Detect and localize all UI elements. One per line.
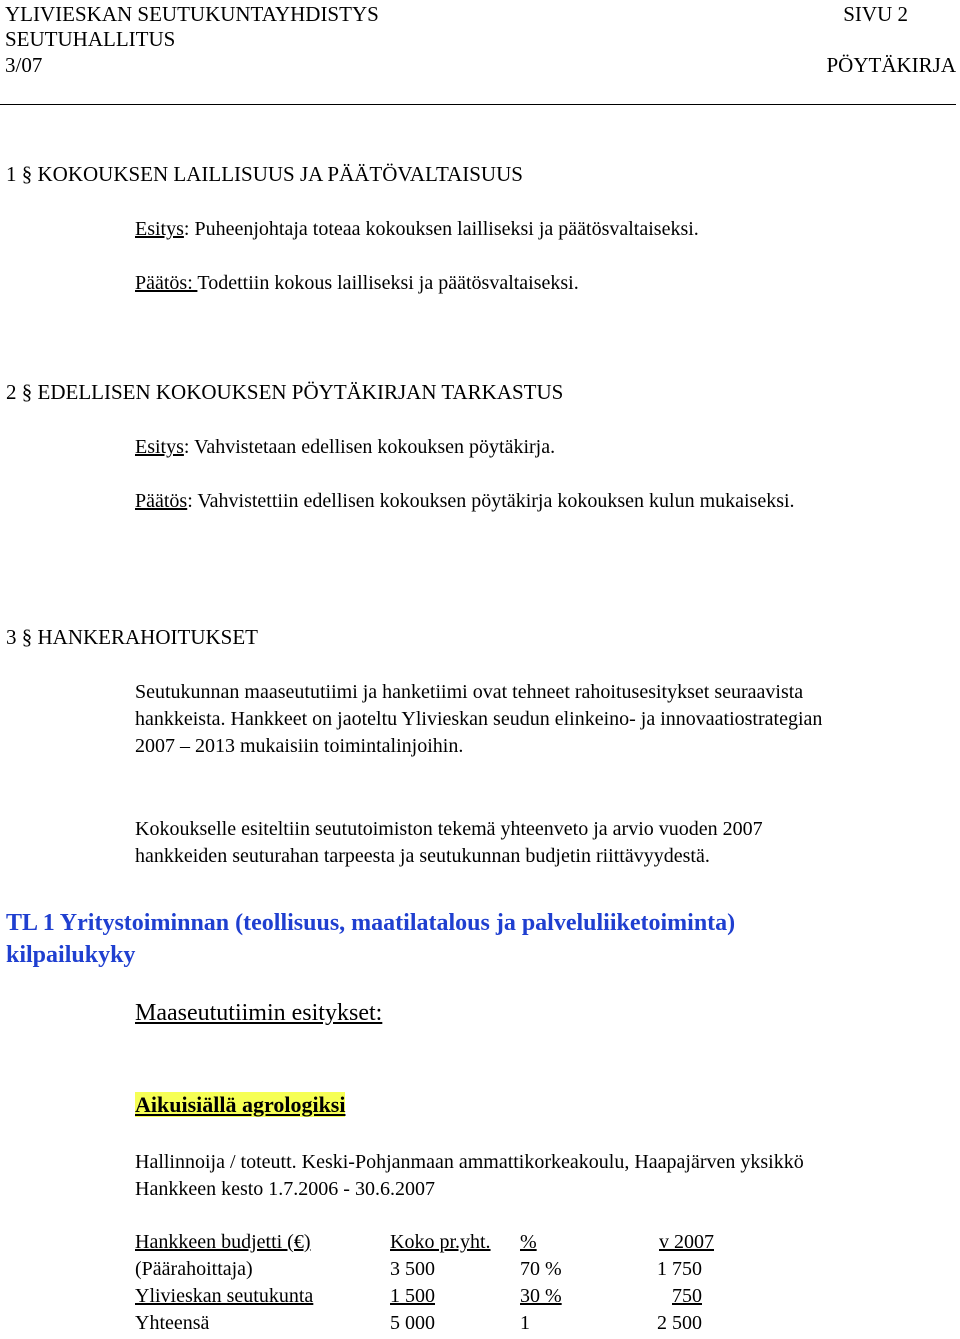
table-cell: 70 % <box>520 1258 562 1280</box>
section-2-paatos <box>135 488 795 515</box>
paatos-label: Päätös: <box>135 272 198 294</box>
esitys-label: Esitys <box>135 436 184 458</box>
column-header: v 2007 <box>659 1231 714 1253</box>
table-cell: (Päärahoittaja) <box>135 1258 253 1280</box>
tl1-subheading: Maaseututiimin esitykset: <box>135 1000 383 1026</box>
table-cell: 750 <box>672 1285 702 1307</box>
header-divider <box>0 104 956 105</box>
table-cell: 3 500 <box>390 1258 435 1280</box>
paatos-text: : Vahvistettiin edellisen kokouksen pöytäkirja kokouksen kulun mukaiseksi. <box>187 490 795 512</box>
paatos-text: Todettiin kokous lailliseksi ja päätösvaltaiseksi. <box>197 272 579 294</box>
table-row <box>0 1283 960 1310</box>
section-3-title: 3 § HANKERAHOITUKSET <box>6 625 258 649</box>
header-page-number: SIVU 2 <box>843 2 908 26</box>
table-cell: 1 750 <box>657 1258 702 1280</box>
tl1-heading-line: kilpailukyky <box>6 942 136 968</box>
table-cell: 1 500 <box>390 1285 435 1307</box>
section-1-title: 1 § KOKOUKSEN LAILLISUUS JA PÄÄTÖVALTAISUUS <box>6 162 523 186</box>
column-header: Hankkeen budjetti (€) <box>135 1231 311 1253</box>
header-org: YLIVIESKAN SEUTUKUNTAYHDISTYS <box>5 2 379 26</box>
paragraph-line: hankkeista. Hankkeet on jaoteltu Ylivieskan seudun elinkeino- ja innovaatiostrategian <box>135 708 823 730</box>
paragraph-line: Seutukunnan maaseututiimi ja hanketiimi ovat tehneet rahoitusesitykset seuraavista <box>135 681 804 703</box>
paragraph-line: 2007 – 2013 mukaisiin toimintalinjoihin. <box>135 735 464 757</box>
paragraph-line: Kokoukselle esiteltiin seututoimiston tekemä yhteenveto ja arvio vuoden 2007 <box>135 818 763 840</box>
project-admin: Hallinnoija / toteutt. Keski-Pohjanmaan ammattikorkeakoulu, Haapajärven yksikkö <box>135 1151 804 1173</box>
section-1-esitys <box>135 216 699 243</box>
table-cell: 5 000 <box>390 1312 435 1334</box>
project-duration: Hankkeen kesto 1.7.2006 - 30.6.2007 <box>135 1178 435 1200</box>
project-name-text: Aikuisiällä agrologiksi <box>135 1092 346 1117</box>
table-cell: Yhteensä <box>135 1312 210 1334</box>
tl1-heading <box>6 907 735 971</box>
section-2-esitys <box>135 434 555 461</box>
table-cell: Ylivieskan seutukunta <box>135 1285 314 1307</box>
esitys-text: : Puheenjohtaja toteaa kokouksen lailliseksi ja päätösvaltaiseksi. <box>183 218 699 240</box>
esitys-label: Esitys <box>135 218 184 240</box>
table-row <box>0 1256 960 1283</box>
section-2-title: 2 § EDELLISEN KOKOUKSEN PÖYTÄKIRJAN TARKASTUS <box>6 380 564 404</box>
table-cell: 2 500 <box>657 1312 702 1334</box>
paatos-label: Päätös <box>135 490 188 512</box>
tl1-heading-line: TL 1 Yritystoiminnan (teollisuus, maatilatalous ja palveluliiketoiminta) <box>6 910 736 936</box>
table-header-row <box>0 1229 960 1256</box>
budget-table <box>0 1229 960 1339</box>
column-header: % <box>520 1231 537 1253</box>
section-3-paragraph-1 <box>135 679 822 760</box>
project-name <box>135 1091 345 1122</box>
header-body: SEUTUHALLITUS <box>5 27 176 51</box>
header-document-number: 3/07 <box>5 53 43 77</box>
section-3-paragraph-2 <box>135 816 763 870</box>
table-cell: 30 % <box>520 1285 562 1307</box>
paragraph-line: hankkeiden seuturahan tarpeesta ja seutukunnan budjetin riittävyydestä. <box>135 845 710 867</box>
section-1-paatos <box>135 270 579 297</box>
header-document-type: PÖYTÄKIRJA <box>826 53 956 77</box>
esitys-text: : Vahvistetaan edellisen kokouksen pöytäkirja. <box>183 436 556 458</box>
column-header: Koko pr.yht. <box>390 1231 491 1253</box>
table-row <box>0 1310 960 1337</box>
table-cell: 1 <box>520 1312 530 1334</box>
